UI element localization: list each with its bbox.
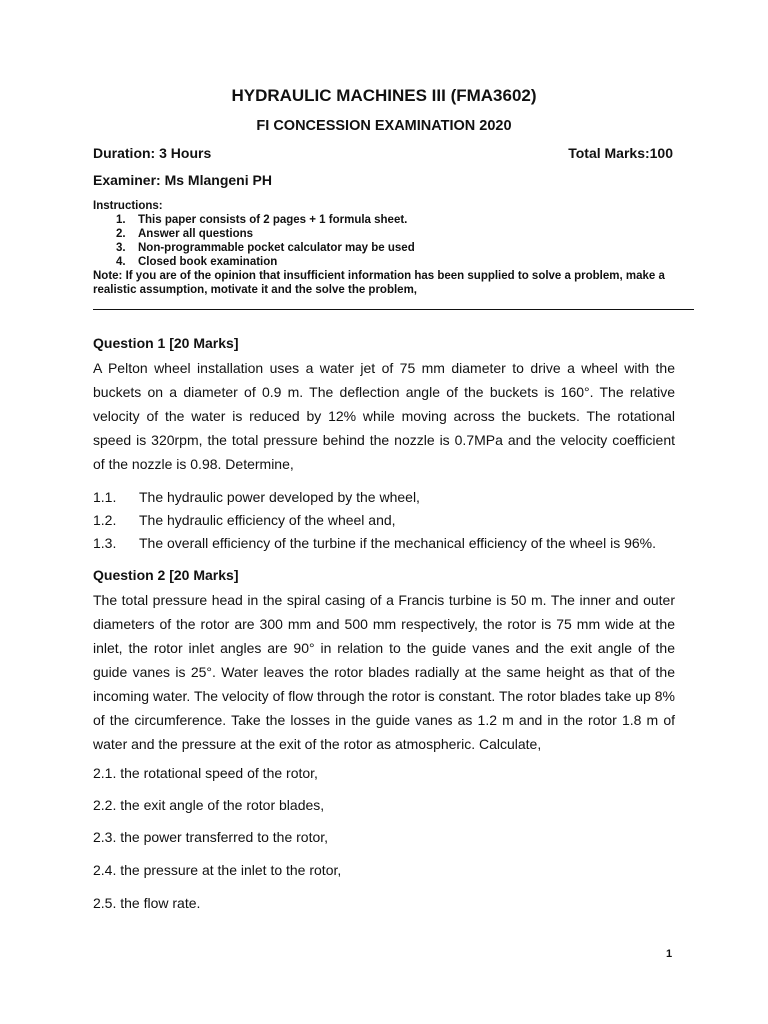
- question-1-item: 1.3. The overall efficiency of the turbine if the mechanical efficiency of the wheel is 96%.: [93, 535, 656, 551]
- instruction-item: 4. Closed book examination: [116, 256, 278, 268]
- question-2-item: 2.4. the pressure at the inlet to the rotor,: [93, 862, 342, 878]
- instructions-block: [93, 199, 693, 297]
- page-number: 1: [666, 948, 673, 960]
- exam-meta-row: [93, 145, 673, 161]
- question-2-item: 2.5. the flow rate.: [93, 895, 201, 911]
- question-1-heading: Question 1 [20 Marks]: [93, 335, 239, 351]
- question-1-item: 1.2. The hydraulic efficiency of the wheel and,: [93, 512, 396, 528]
- header-divider: [93, 309, 694, 310]
- question-2-heading: Question 2 [20 Marks]: [93, 567, 239, 583]
- question-2-body: The total pressure head in the spiral casing of a Francis turbine is 50 m. The inner and outer diameters of the rotor are 300 mm and 500 mm respectively, the rotor is 75 mm wide at the inlet, the rotor inlet angles are 90° in relation to the guide vanes and the exit angle of the guide vanes is 25°. Water leaves the rotor blades radially at the same height as that of the incoming water. The velocity of flow through the rotor is constant. The rotor blades take up 8% of the circumference. Take the losses in the guide vanes as 1.2 m and in the rotor 1.8 m of water and the pressure at the exit of the rotor as atmospheric. Calculate,: [93, 592, 675, 752]
- question-2-item: 2.3. the power transferred to the rotor,: [93, 829, 329, 845]
- question-2-item: 2.1. the rotational speed of the rotor,: [93, 765, 318, 781]
- instructions-list: [93, 213, 693, 269]
- instruction-item: 3. Non-programmable pocket calculator may be used: [116, 242, 415, 254]
- instructions-heading: Instructions:: [93, 200, 163, 212]
- instruction-item: 1. This paper consists of 2 pages + 1 formula sheet.: [116, 214, 408, 226]
- instructions-note: Note: If you are of the opinion that insufficient information has been supplied to solve a problem, make a realistic assumption, motivate it and the solve the problem,: [93, 270, 665, 296]
- question-1-item: 1.1. The hydraulic power developed by the wheel,: [93, 489, 420, 505]
- examiner-label: Examiner: Ms Mlangeni PH: [93, 172, 272, 188]
- total-marks-label: Total Marks:100: [568, 145, 673, 161]
- duration-label: Duration: 3 Hours: [93, 145, 212, 161]
- instruction-item: 2. Answer all questions: [116, 228, 254, 240]
- page-title: HYDRAULIC MACHINES III (FMA3602): [231, 86, 537, 105]
- question-1-body: A Pelton wheel installation uses a water jet of 75 mm diameter to drive a wheel with the buckets on a diameter of 0.9 m. The deflection angle of the buckets is 160°. The relative velocity of the water is reduced by 12% while moving across the buckets. The rotational speed is 320rpm, the total pressure behind the nozzle is 0.7MPa and the velocity coefficient of the nozzle is 0.98. Determine,: [93, 360, 675, 472]
- question-2-item: 2.2. the exit angle of the rotor blades,: [93, 797, 325, 813]
- exam-subtitle: FI CONCESSION EXAMINATION 2020: [256, 118, 512, 134]
